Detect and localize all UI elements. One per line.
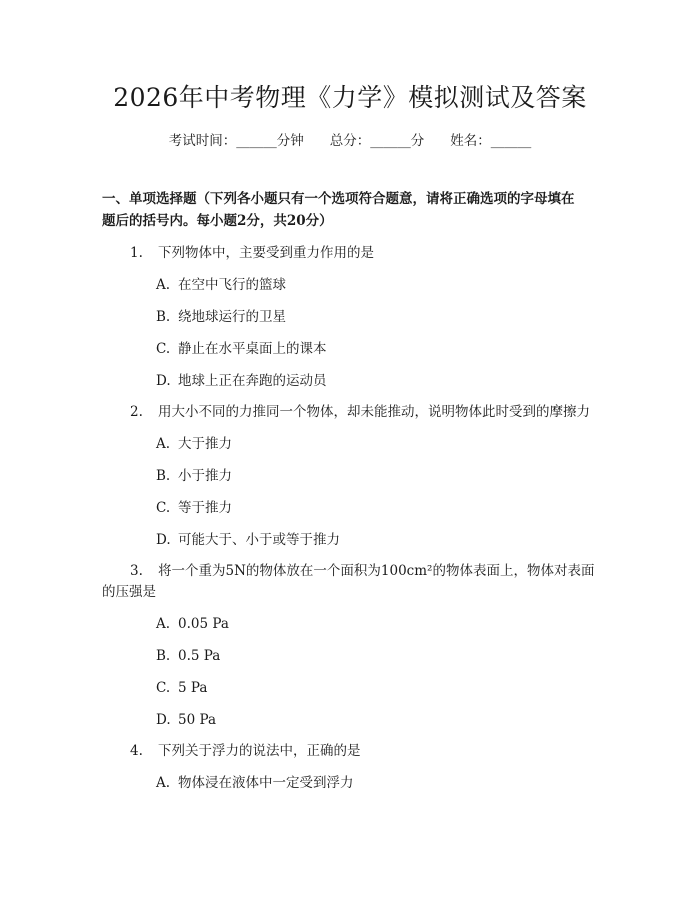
question-4: [130, 740, 361, 762]
q4-option-a: [156, 772, 354, 794]
option-label: A.: [156, 436, 171, 452]
option-label: A.: [156, 616, 171, 632]
q2-option-a: [156, 433, 232, 455]
option-text: 大于推力: [178, 436, 232, 452]
option-label: A.: [156, 277, 171, 293]
option-label: D.: [156, 532, 171, 548]
option-label: B.: [156, 648, 171, 664]
q3-option-a: [156, 613, 229, 635]
option-text: 50 Pa: [178, 712, 216, 728]
q1-option-d: [156, 370, 327, 392]
exam-time-field: 考试时间：______分钟: [168, 133, 304, 149]
option-text: 等于推力: [178, 500, 232, 516]
option-text: 0.5 Pa: [178, 648, 221, 664]
option-label: B.: [156, 468, 171, 484]
option-label: D.: [156, 712, 171, 728]
option-label: D.: [156, 373, 171, 389]
total-score-field: 总分：______分: [329, 133, 425, 149]
option-text: 物体浸在液体中一定受到浮力: [178, 775, 354, 791]
q3-option-b: [156, 645, 220, 667]
section-heading-line2: 题后的括号内。每小题2分，共20分）: [102, 213, 333, 229]
question-number: 1.: [130, 245, 143, 261]
question-stem: 下列关于浮力的说法中，正确的是: [158, 743, 361, 759]
q2-option-c: [156, 497, 232, 519]
option-label: B.: [156, 309, 171, 325]
option-text: 5 Pa: [178, 680, 208, 696]
question-1: [130, 242, 374, 264]
q1-option-a: [156, 274, 286, 296]
option-text: 0.05 Pa: [178, 616, 229, 632]
question-stem: 下列物体中，主要受到重力作用的是: [158, 245, 374, 261]
q2-option-d: [156, 529, 340, 551]
question-number: 2.: [130, 404, 143, 420]
option-label: C.: [156, 341, 171, 357]
question-3: [130, 560, 594, 582]
section-heading: [102, 188, 602, 232]
option-label: C.: [156, 500, 171, 516]
q3-option-c: [156, 677, 207, 699]
question-number: 4.: [130, 743, 143, 759]
question-number: 3.: [130, 563, 143, 579]
option-text: 在空中飞行的篮球: [178, 277, 286, 293]
question-2: [130, 401, 590, 423]
student-name-field: 姓名：______: [450, 133, 532, 149]
question-3-continued: 的压强是: [102, 584, 156, 600]
option-text: 绕地球运行的卫星: [178, 309, 286, 325]
option-text: 静止在水平桌面上的课本: [178, 341, 327, 357]
q2-option-b: [156, 465, 232, 487]
option-text: 小于推力: [178, 468, 232, 484]
section-heading-line1: 一、单项选择题（下列各小题只有一个选项符合题意，请将正确选项的字母填在: [102, 191, 575, 207]
question-stem: 将一个重为5N的物体放在一个面积为100cm²的物体表面上，物体对表面: [158, 563, 595, 579]
q3-option-d: [156, 709, 216, 731]
exam-info: [0, 130, 700, 152]
q1-option-b: [156, 306, 286, 328]
question-stem: 用大小不同的力推同一个物体，却未能推动，说明物体此时受到的摩擦力: [158, 404, 590, 420]
page-title: 2026年中考物理《力学》模拟测试及答案: [113, 83, 587, 112]
q1-option-c: [156, 338, 327, 360]
option-text: 地球上正在奔跑的运动员: [178, 373, 327, 389]
option-label: A.: [156, 775, 171, 791]
option-label: C.: [156, 680, 171, 696]
option-text: 可能大于、小于或等于推力: [178, 532, 340, 548]
